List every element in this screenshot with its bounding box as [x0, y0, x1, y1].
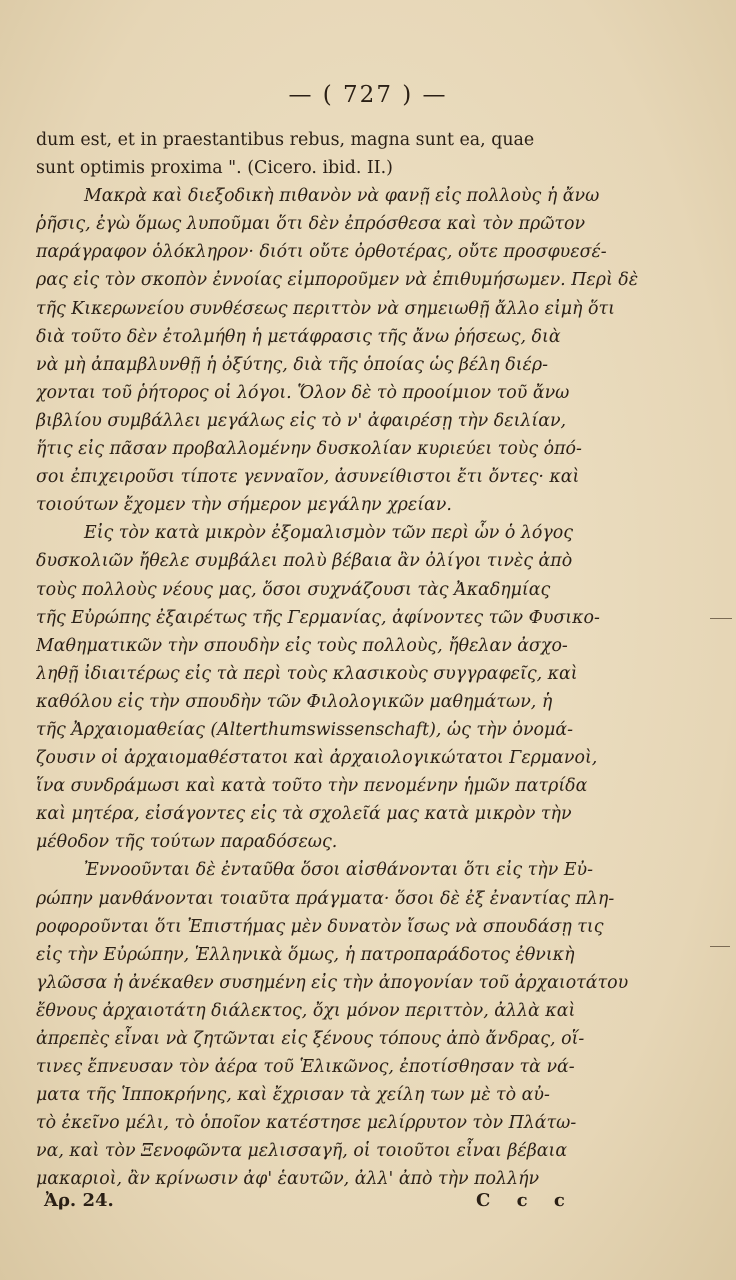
text-line: τῆς Κικερωνείου συνθέσεως περιττὸν νὰ σημειωθῇ ἄλλο εἰμὴ ὅτι [36, 298, 615, 319]
text-line: τῆς Εὐρώπης ἐξαιρέτως τῆς Γερμανίας, ἀφίνοντες τῶν Φυσικο- [36, 607, 600, 628]
text-line: Μαθηματικῶν τὴν σπουδὴν εἰς τοὺς πολλοὺς, ἤθελαν ἀσχο- [36, 635, 568, 656]
text-line: μακαριοὶ, ἂν κρίνωσιν ἀφ' ἑαυτῶν, ἀλλ' ἀπὸ τὴν πολλήν [36, 1169, 540, 1190]
text-line: dum est, et in praestantibus rebus, magna sunt ea, quae [36, 130, 535, 150]
margin-mark [710, 946, 730, 947]
text-line: παράγραφον ὁλόκληρον· διότι οὔτε ὀρθοτέρας, οὔτε προσφυεσέ- [36, 242, 607, 263]
text-line: γλῶσσα ἡ ἀνέκαθεν συσημένη εἰς τὴν ἀπογονίαν τοῦ ἀρχαιοτάτου [36, 972, 629, 993]
text-line: ἀπρεπὲς εἶναι νὰ ζητῶνται εἰς ξένους τόπους ἀπὸ ἄνδρας, οἵ- [36, 1029, 585, 1049]
text-line: βιβλίου συμβάλλει μεγάλως εἰς τὸ ν' ἀφαιρέσῃ τὴν δειλίαν, [36, 410, 567, 431]
text-line: ἵνα συνδράμωσι καὶ κατὰ τοῦτο τὴν πενομένην ἡμῶν πατρίδα [36, 776, 588, 797]
text-line: εἰς τὴν Εὐρώπην, Ἑλληνικὰ ὅμως, ἡ πατροπαράδοτος ἐθνικὴ [36, 944, 575, 965]
text-line: να, καὶ τὸν Ξενοφῶντα μελισσαγῆ, οἱ τοιοῦτοι εἶναι βέβαια [36, 1141, 568, 1162]
text-line: ρας εἰς τὸν σκοπὸν ἐννοίας εἰμποροῦμεν νὰ ἐπιθυμήσωμεν. Περὶ δὲ [36, 270, 639, 291]
gathering-mark: C c c [476, 1190, 575, 1211]
text-line: ματα τῆς Ἱπποκρήνης, καὶ ἔχρισαν τὰ χείλη των μὲ τὸ αὐ- [36, 1085, 550, 1106]
text-line: νὰ μὴ ἀπαμβλυνθῇ ἡ ὀξύτης, διὰ τῆς ὁποίας ὡς βέλη διέρ- [36, 354, 548, 375]
text-line: καθόλου εἰς τὴν σπουδὴν τῶν Φιλολογικῶν μαθημάτων, ἡ [36, 691, 553, 712]
text-line: ληθῇ ἰδιαιτέρως εἰς τὰ περὶ τοὺς κλασικοὺς συγγραφεῖς, καὶ [36, 663, 578, 684]
text-line: τοιούτων ἔχομεν τὴν σήμερον μεγάλην χρείαν. [36, 495, 452, 516]
text-line: τινες ἔπνευσαν τὸν ἀέρα τοῦ Ἑλικῶνος, ἐποτίσθησαν τὰ νά- [36, 1057, 575, 1078]
text-line: χονται τοῦ ῥήτορος οἱ λόγοι. Ὅλον δὲ τὸ προοίμιον τοῦ ἄνω [36, 382, 570, 403]
text-line: καὶ μητέρα, εἰσάγοντες εἰς τὰ σχολεῖά μας κατὰ μικρὸν τὴν [36, 804, 572, 825]
margin-mark [710, 618, 732, 619]
text-line: ῥῆσις, ἐγὼ ὅμως λυποῦμαι ὅτι δὲν ἐπρόσθεσα καὶ τὸν πρῶτον [36, 214, 586, 235]
text-line: τὸ ἐκεῖνο μέλι, τὸ ὁποῖον κατέστησε μελίρρυτον τὸν Πλάτω- [36, 1113, 577, 1134]
paragraph-start: Ἐννοοῦνται δὲ ἐνταῦθα ὅσοι αἰσθάνονται ὅτι εἰς τὴν Εὐ- [84, 860, 593, 881]
text-line: sunt optimis proxima ". (Cicero. ibid. II.) [36, 158, 393, 179]
text-line: δυσκολιῶν ἤθελε συμβάλει πολὺ βέβαια ἂν ὀλίγοι τινὲς ἀπὸ [36, 551, 573, 572]
body-text [36, 126, 704, 1194]
text-line: μέθοδον τῆς τούτων παραδόσεως. [36, 832, 338, 853]
text-line: ροφοροῦνται ὅτι Ἐπιστήμας μὲν δυνατὸν ἴσως νὰ σπουδάσῃ τις [36, 916, 604, 937]
text-line: ζουσιν οἱ ἀρχαιομαθέστατοι καὶ ἀρχαιολογικώτατοι Γερμανοὶ, [36, 748, 598, 769]
signature-mark: Ἀρ. 24. [44, 1190, 114, 1211]
page-number: — ( 727 ) — [288, 82, 448, 108]
text-line: τῆς Ἀρχαιομαθείας (Alterthumswissenschaft), ὡς τὴν ὀνομά- [36, 719, 573, 740]
text-line: σοι ἐπιχειροῦσι τίποτε γενναῖον, ἀσυνείθιστοι ἔτι ὄντες· καὶ [36, 467, 580, 488]
paragraph-start: Εἰς τὸν κατὰ μικρὸν ἐξομαλισμὸν τῶν περὶ ὧν ὁ λόγος [84, 523, 573, 544]
text-line: ρώπην μανθάνονται τοιαῦτα πράγματα· ὅσοι δὲ ἐξ ἐναντίας πλη- [36, 888, 615, 909]
text-line: διὰ τοῦτο δὲν ἐτολμήθη ἡ μετάφρασις τῆς ἄνω ῥήσεως, διὰ [36, 326, 561, 347]
text-line: τοὺς πολλοὺς νέους μας, ὅσοι συχνάζουσι τὰς Ἀκαδημίας [36, 579, 551, 600]
text-line: ἔθνους ἀρχαιοτάτη διάλεκτος, ὄχι μόνον περιττὸν, ἀλλὰ καὶ [36, 1000, 576, 1021]
paragraph-start: Μακρὰ καὶ διεξοδικὴ πιθανὸν νὰ φανῇ εἰς πολλοὺς ἡ ἄνω [84, 186, 600, 207]
text-line: ἥτις εἰς πᾶσαν προβαλλομένην δυσκολίαν κυριεύει τοὺς ὁπό- [36, 439, 582, 460]
